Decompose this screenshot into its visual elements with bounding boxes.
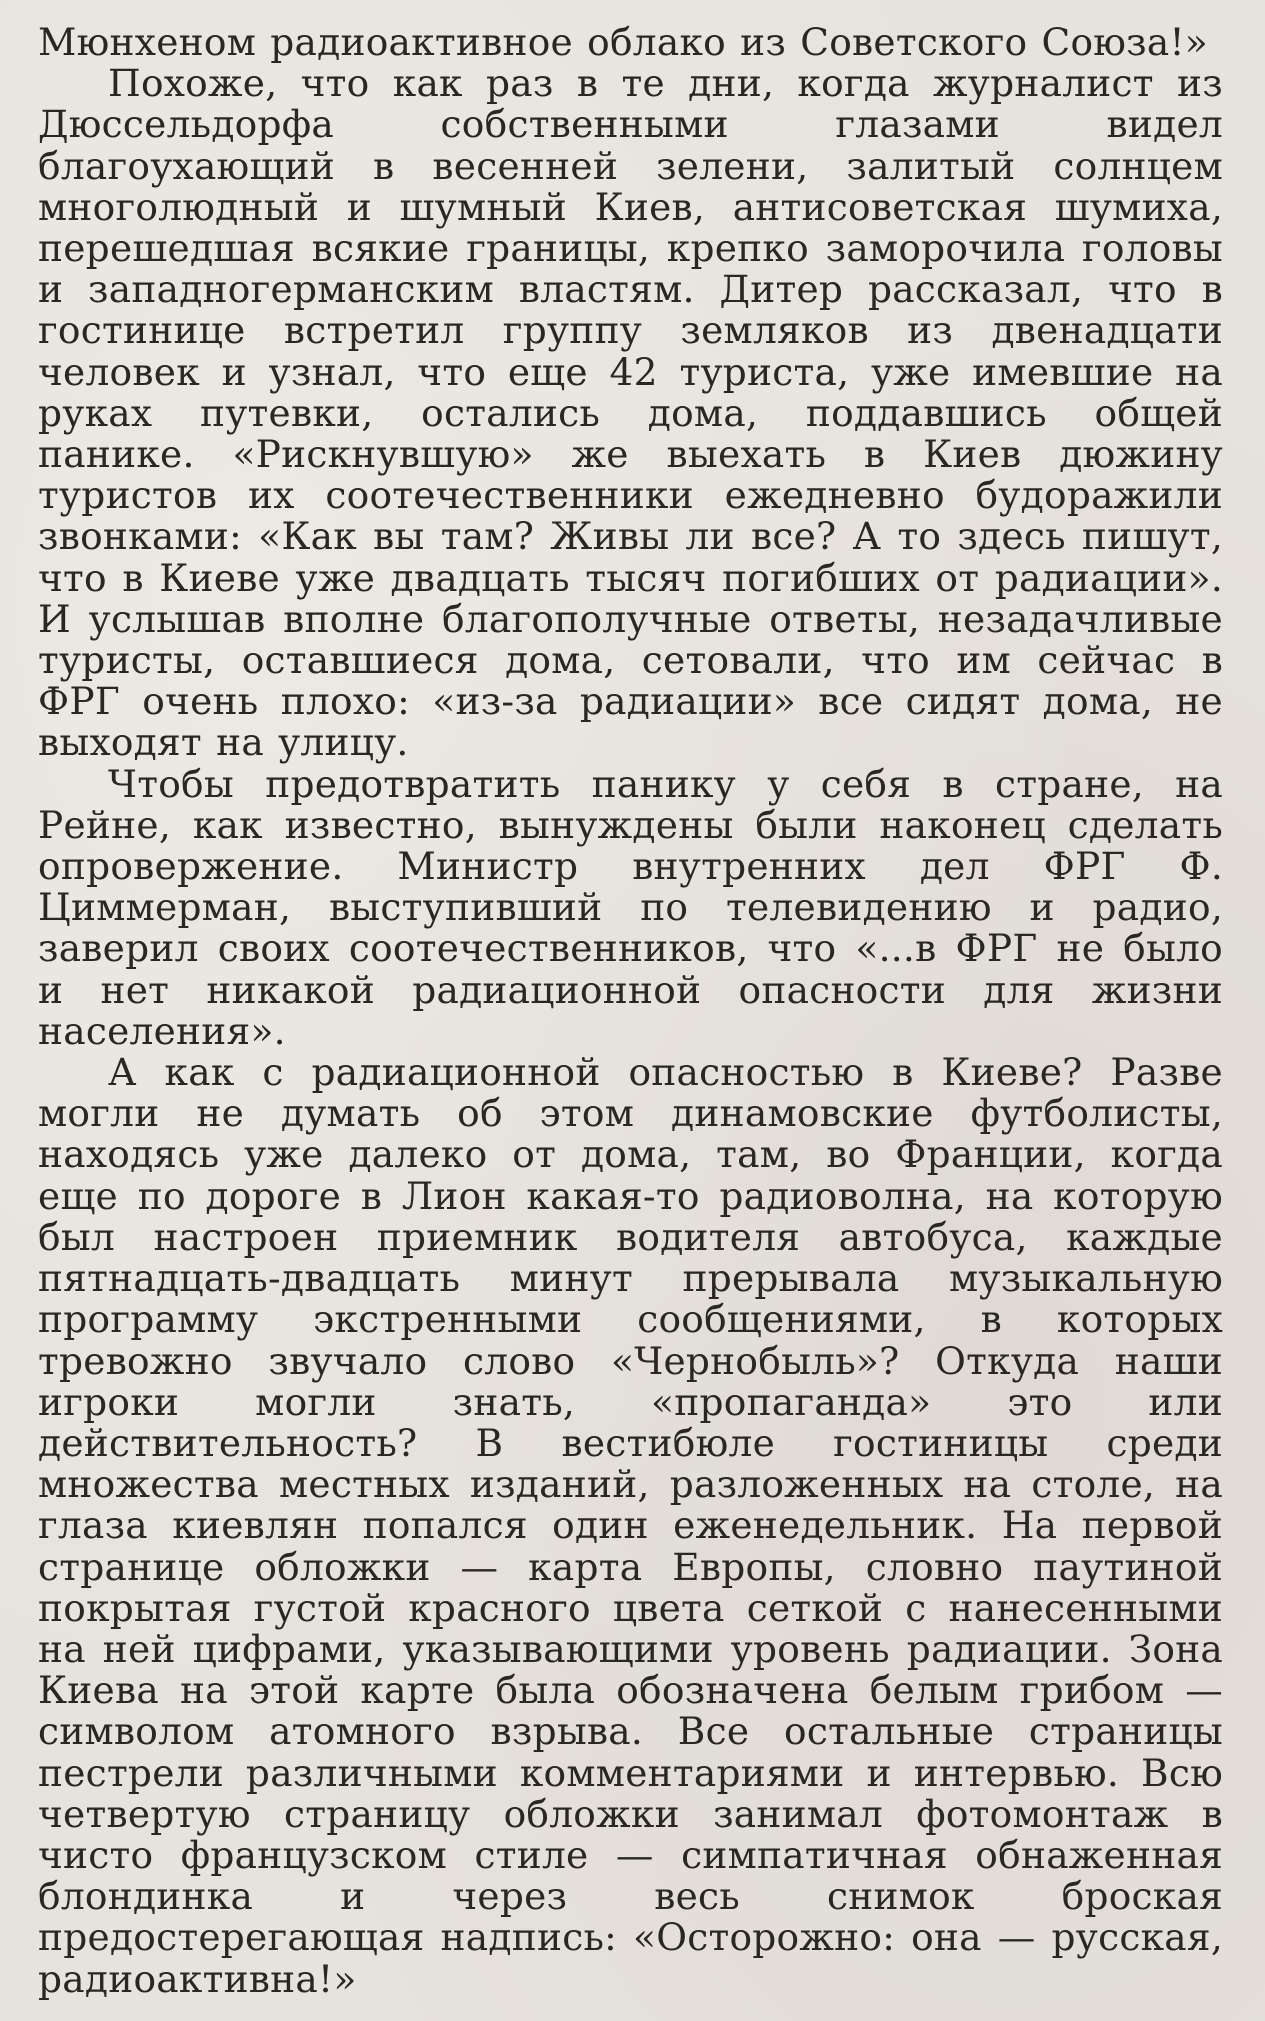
paragraph-kiev-radiation: А как с радиационной опасностью в Киеве? Разве могли не думать об этом динамовские футболисты, находясь уже далеко от дома, там, во Франции, когда еще по дороге в Лион какая-то радиоволна, на которую был настроен приемник водителя автобуса, каждые пятнадцать-двадцать минут прерывала музыкальную программу экстренными сообщениями, в которых тревожно звучало слово «Чернобыль»? Откуда наши игроки могли знать, «пропаганда» это или действительность? В вестибюле гостиницы среди множества местных изданий, разложенных на столе, на глаза киевлян попался один еженедельник. На первой странице обложки — карта Европы, словно паутиной покрытая густой красного цвета сеткой с нанесенными на ней цифрами, указывающими уровень радиации. Зона Киева на этой карте была обозначена белым грибом — символом атомного взрыва. Все остальные страницы пестрели различными комментариями и интервью. Всю четвертую страницу обложки занимал фотомонтаж в чисто французском стиле — симпатичная обнаженная блондинка и через весь снимок броская предостерегающая надпись: «Осторожно: она — русская, радиоактивна!» bbox=[38, 1050, 1223, 2001]
paragraph-continuation: Мюнхеном радиоактивное облако из Советского Союза!» bbox=[38, 20, 1208, 64]
body-text bbox=[38, 22, 1223, 2000]
paragraph-dusseldorf-journalist: Похоже, что как раз в те дни, когда журналист из Дюссельдорфа собственными глазами видел благоухающий в весенней зелени, залитый солнцем многолюдный и шумный Киев, антисоветская шумиха, перешедшая всякие границы, крепко заморочила головы и западногерманским властям. Дитер рассказал, что в гостинице встретил группу земляков из двенадцати человек и узнал, что еще 42 туриста, уже имевшие на руках путевки, остались дома, поддавшись общей панике. «Рискнувшую» же выехать в Киев дюжину туристов их соотечественники ежедневно будоражили звонками: «Как вы там? Живы ли все? А то здесь пишут, что в Киеве уже двадцать тысяч погибших от радиации». И услышав вполне благополучные ответы, незадачливые туристы, оставшиеся дома, сетовали, что им сейчас в ФРГ очень плохо: «из-за радиации» все сидят дома, не выходят на улицу. bbox=[38, 61, 1223, 765]
paragraph-frg-denial: Чтобы предотвратить панику у себя в стране, на Рейне, как известно, вынуждены были наконец сделать опровержение. Министр внутренних дел ФРГ Ф. Циммерман, выступивший по телевидению и радио, заверил своих соотечественников, что «...в ФРГ не было и нет никакой радиационной опасности для жизни населения». bbox=[38, 761, 1223, 1053]
